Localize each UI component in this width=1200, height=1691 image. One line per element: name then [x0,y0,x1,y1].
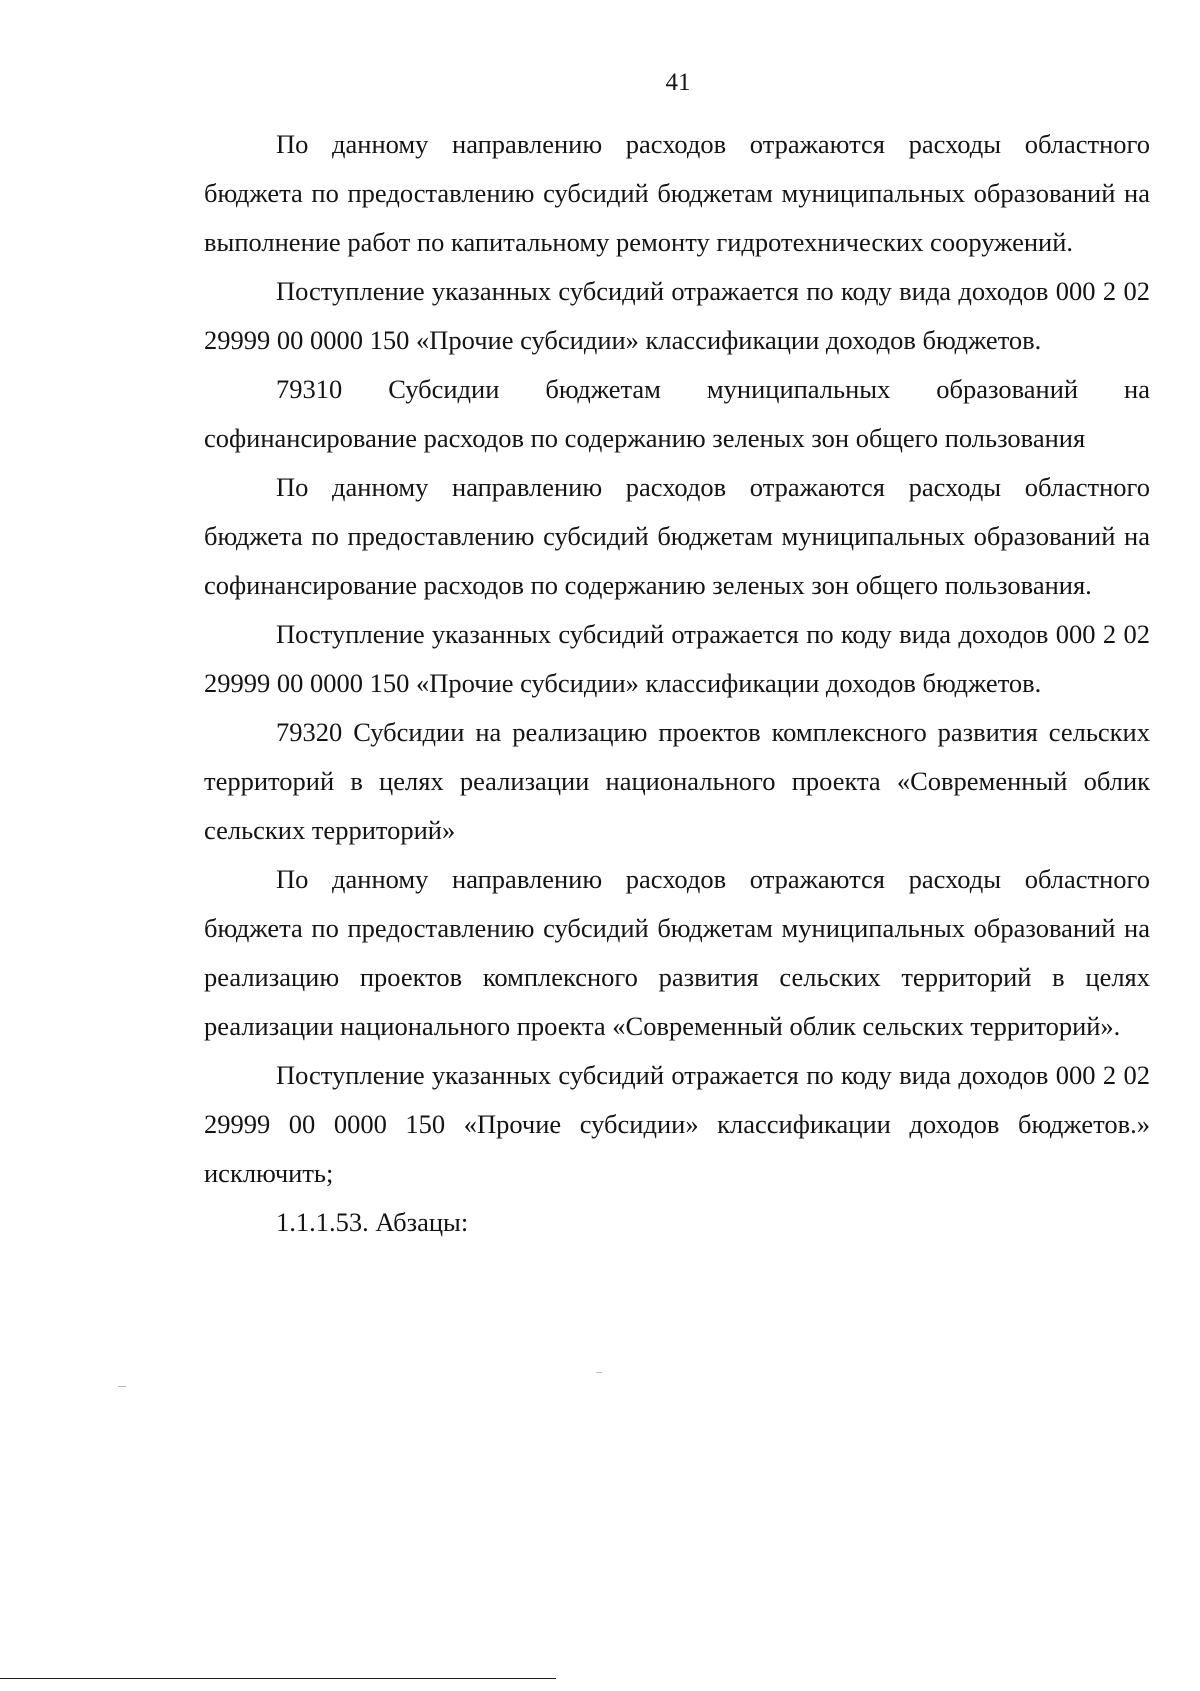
paragraph: По данному направлению расходов отражаются расходы областного бюджета по предоставлению субсидий бюджетам муниципальных образований на реализацию проектов комплексного развития сельских территорий в целях реализации национального проекта «Современный облик сельских территорий». [204,864,1150,1041]
bottom-rule [0,1678,556,1679]
paragraph: Поступление указанных субсидий отражается по коду вида доходов 000 2 02 29999 00 0000 150 «Прочие субсидии» классификации доходов бюджетов.» исключить; [204,1060,1150,1188]
scan-mark-center [596,1372,602,1373]
document-body [204,120,1150,1247]
page-number: 41 [665,69,691,96]
paragraph: 1.1.1.53. Абзацы: [276,1207,469,1237]
scan-mark-left [118,1386,126,1387]
paragraph: По данному направлению расходов отражаются расходы областного бюджета по предоставлению субсидий бюджетам муниципальных образований на софинансирование расходов по содержанию зеленых зон общего пользования. [204,472,1150,600]
paragraph: Поступление указанных субсидий отражается по коду вида доходов 000 2 02 29999 00 0000 150 «Прочие субсидии» классификации доходов бюджетов. [204,276,1150,355]
paragraph: 79310 Субсидии бюджетам муниципальных образований на софинансирование расходов по содержанию зеленых зон общего пользования [204,374,1150,453]
paragraph: По данному направлению расходов отражаются расходы областного бюджета по предоставлению субсидий бюджетам муниципальных образований на выполнение работ по капитальному ремонту гидротехнических сооружений. [204,129,1150,257]
paragraph: 79320 Субсидии на реализацию проектов комплексного развития сельских территорий в целях реализации национального проекта «Современный облик сельских территорий» [204,717,1150,845]
paragraph: Поступление указанных субсидий отражается по коду вида доходов 000 2 02 29999 00 0000 150 «Прочие субсидии» классификации доходов бюджетов. [204,619,1150,698]
